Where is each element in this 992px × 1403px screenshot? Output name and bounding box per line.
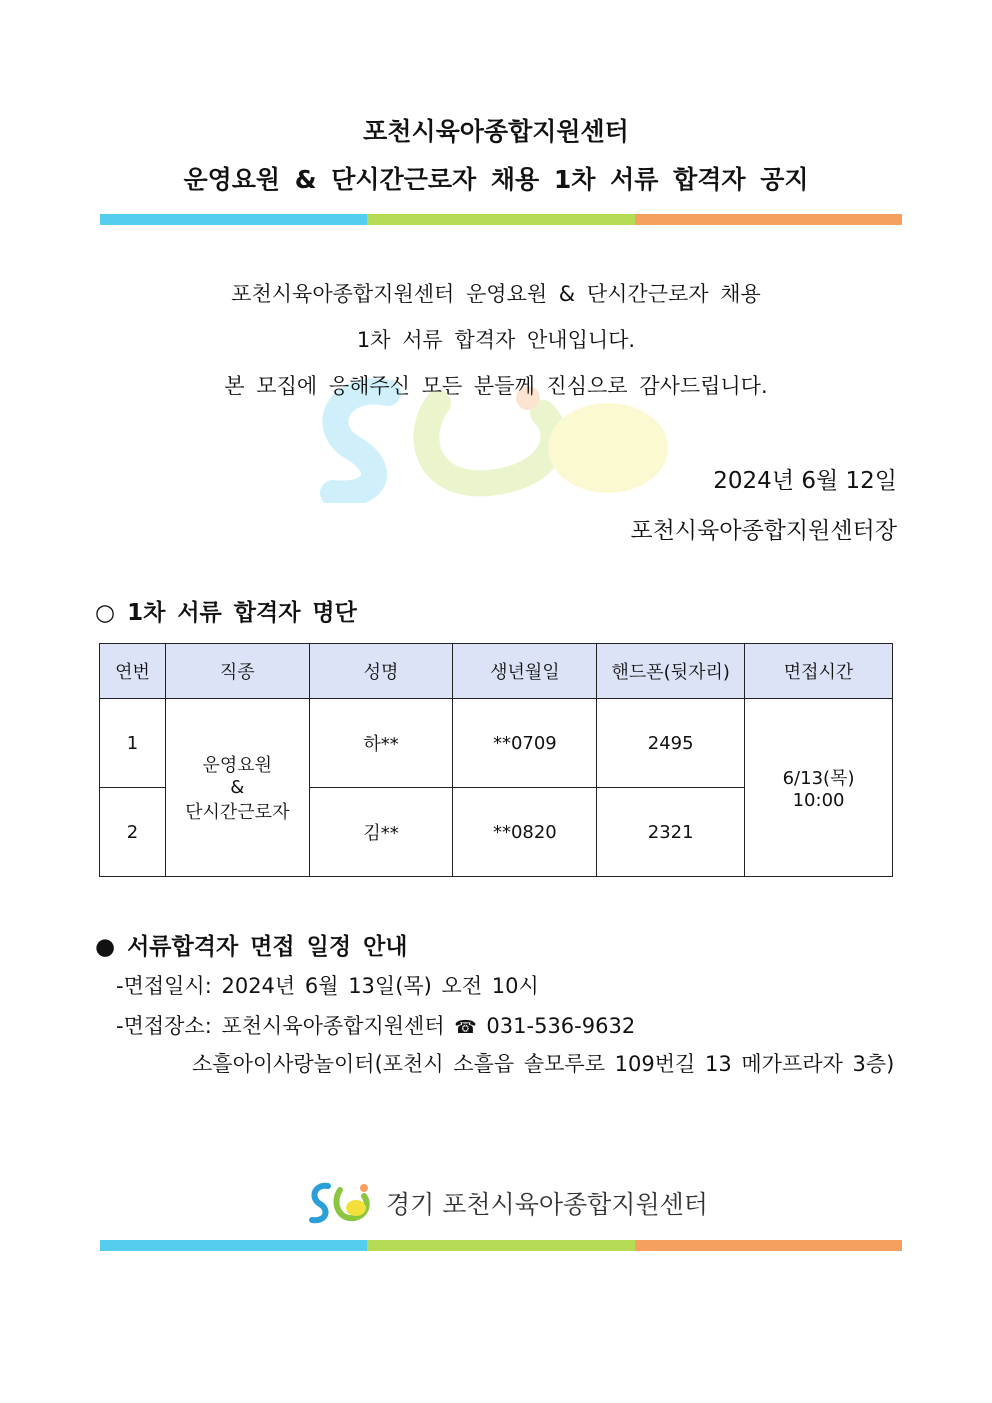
cell-phone: 2495	[597, 699, 745, 788]
section-heading-interview	[95, 928, 408, 961]
job-line: 운영요원	[202, 755, 273, 776]
cell-birth: **0820	[453, 788, 597, 877]
footer-org-name: 경기 포천시육아종합지원센터	[386, 1190, 708, 1219]
phone-number: 031-536-9632	[486, 1014, 636, 1038]
col-header-phone: 핸드폰(뒷자리)	[597, 644, 745, 699]
interview-datetime: -면접일시: 2024년 6월 13일(목) 오전 10시	[116, 974, 539, 998]
filled-circle-bullet-icon: ●	[95, 934, 116, 960]
job-line: 단시간근로자	[185, 802, 290, 823]
section-heading-roster	[95, 594, 357, 627]
interview-date: 6/13(목)	[782, 768, 855, 789]
col-header-name: 성명	[309, 644, 453, 699]
section-title: 1차 서류 합격자 명단	[127, 600, 357, 626]
cell-name: 하**	[309, 699, 453, 788]
cell-birth: **0709	[453, 699, 597, 788]
table-row	[100, 699, 893, 788]
intro-line-3: 본 모집에 응해주신 모든 분들께 진심으로 감사드립니다.	[224, 374, 768, 398]
intro-line-1: 포천시육아종합지원센터 운영요원 & 단시간근로자 채용	[231, 282, 761, 306]
col-header-job: 직종	[165, 644, 309, 699]
cell-no: 2	[100, 788, 166, 877]
applicant-table	[99, 643, 893, 877]
footer-logo	[308, 1180, 708, 1226]
cell-job	[165, 699, 309, 877]
interview-place	[116, 1010, 635, 1040]
place-label: -면접장소: 포천시육아종합지원센터	[116, 1014, 445, 1038]
interview-address: 소흘아이사랑놀이터(포천시 소흘읍 솔모루로 109번길 13 메가프라자 3층)	[192, 1052, 895, 1076]
page-title: 포천시육아종합지원센터	[363, 117, 629, 146]
col-header-birth: 생년월일	[453, 644, 597, 699]
section-title: 서류합격자 면접 일정 안내	[127, 934, 408, 960]
col-header-no: 연번	[100, 644, 166, 699]
color-bar-top	[100, 214, 902, 225]
phone-icon: ☎	[454, 1017, 477, 1038]
col-header-interview: 면접시간	[745, 644, 893, 699]
circle-bullet-icon: ○	[95, 600, 116, 626]
notice-date: 2024년 6월 12일	[713, 468, 897, 494]
cell-phone: 2321	[597, 788, 745, 877]
notice-signer: 포천시육아종합지원센터장	[630, 518, 897, 544]
interview-hour: 10:00	[792, 790, 845, 811]
page-subtitle: 운영요원 & 단시간근로자 채용 1차 서류 합격자 공지	[183, 165, 809, 194]
intro-line-2: 1차 서류 합격자 안내입니다.	[356, 328, 636, 352]
color-bar-bottom	[100, 1240, 902, 1251]
org-logo-icon	[308, 1180, 378, 1226]
cell-no: 1	[100, 699, 166, 788]
cell-interview-time	[745, 699, 893, 877]
job-line: &	[230, 777, 245, 798]
cell-name: 김**	[309, 788, 453, 877]
table-header-row	[100, 644, 893, 699]
